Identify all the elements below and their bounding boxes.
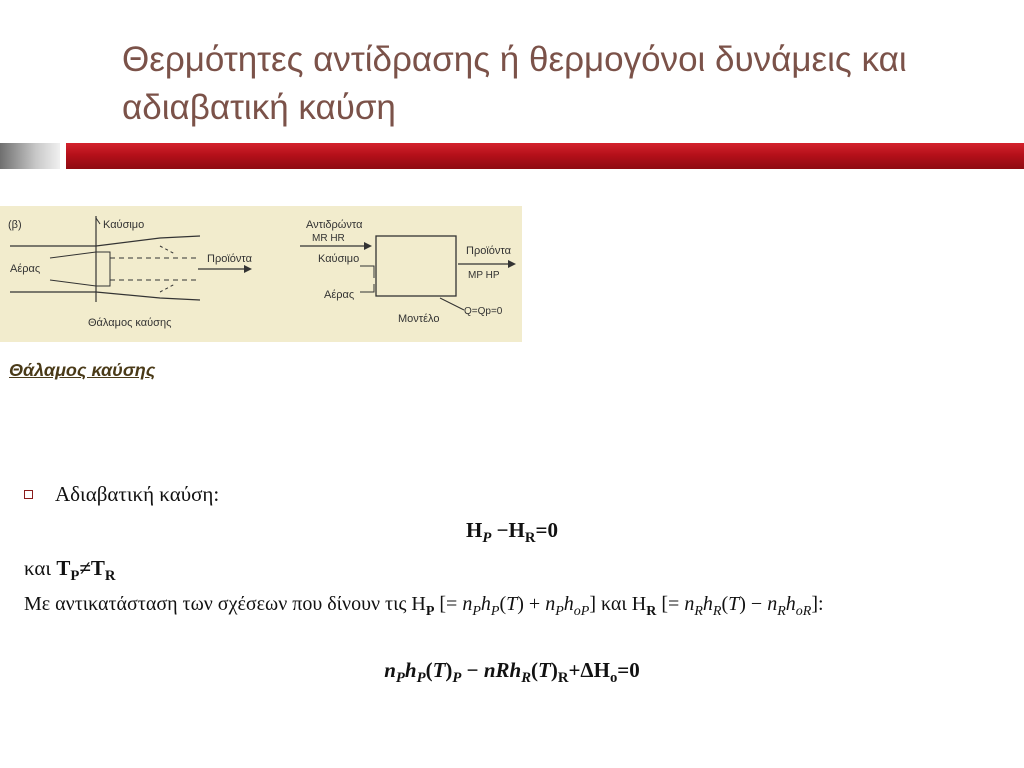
checkbox-bullet-icon [24, 490, 33, 499]
figure-diagram [0, 206, 522, 342]
kai-text: και [24, 556, 52, 580]
figure-caption: Θάλαμος καύσης [9, 360, 156, 380]
bullet-item [24, 482, 219, 507]
figure-label-beta: (β) [8, 219, 22, 231]
figure-label-fuel-model: Καύσιμο [318, 253, 360, 265]
figure-label-air: Αέρας [10, 263, 41, 275]
figure-label-q: Q=Qp=0 [464, 306, 503, 317]
figure-label-products-model: Προϊόντα [466, 245, 511, 257]
figure-label-model: Μοντέλο [398, 313, 440, 325]
figure-label-chamber: Θάλαμος καύσης [88, 317, 172, 329]
title-bar-red [66, 143, 1024, 169]
slide-title: Θερμότητες αντίδρασης ή θερμογόνοι δυνάμεις και αδιαβατική καύση [122, 40, 907, 127]
figure-label-mr-hr: MR HR [312, 233, 345, 244]
figure-label-mp-hp: MP HP [468, 270, 500, 281]
combustion-chamber-figure [0, 206, 522, 342]
substitution-text: Με αντικατάσταση των σχέσεων που δίνουν τις [24, 593, 407, 615]
kai-mid-text: και [601, 593, 627, 615]
figure-label-fuel: Καύσιμο [103, 219, 145, 231]
figure-label-reactants: Αντιδρώντα [306, 219, 363, 231]
condition-line: και $T_P\ne T_R$ [24, 556, 116, 585]
figure-label-air-model: Αέρας [324, 289, 355, 301]
title-bar-gray [0, 143, 60, 169]
figure-label-products: Προϊόντα [207, 253, 252, 265]
equation-adiabatic: $n_Ph_P(T)_P - nRh_R(T)_R+\Delta H_o=0$ [384, 658, 640, 687]
substitution-line: Με αντικατάσταση των σχέσεων που δίνουν τις $H_P$ [= $n_Ph_P(T) + n_Ph_{oP}$] και $H_R$ [= $n_Rh_R(T) - n_Rh_{oR}$]: [24, 593, 824, 619]
bullet-text: Αδιαβατική καύση: [55, 482, 220, 506]
equation-enthalpy-balance: $H_P -H_R=0$ [466, 518, 558, 547]
